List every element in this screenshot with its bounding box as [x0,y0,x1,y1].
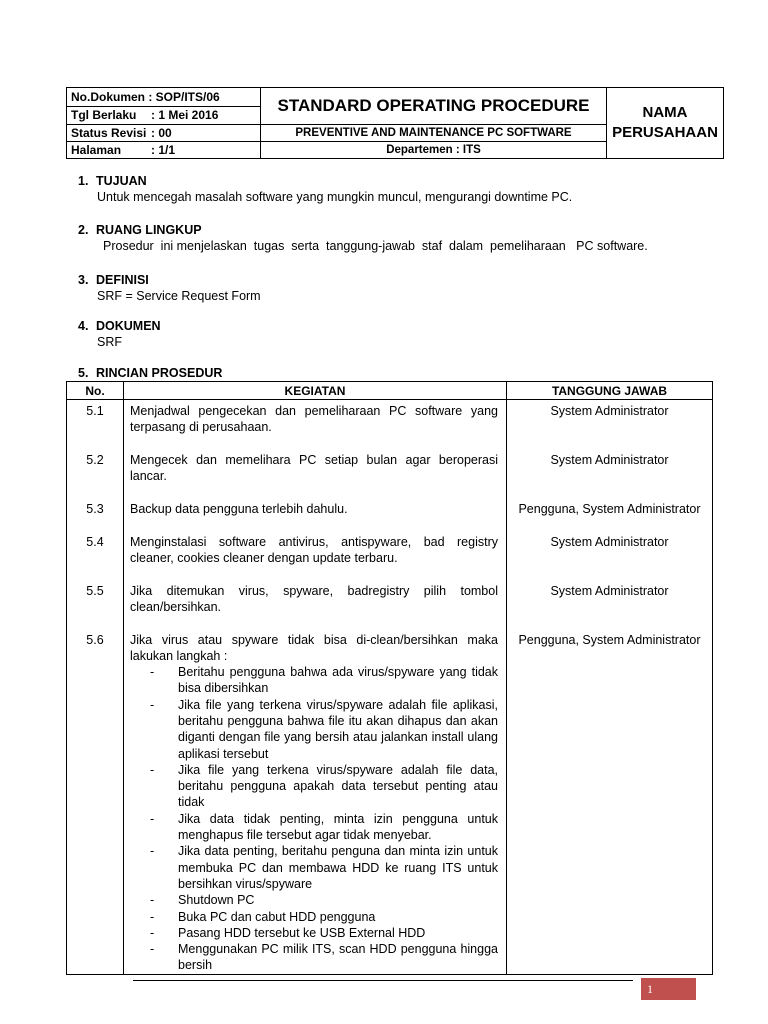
list-item: - Menggunakan PC milik ITS, scan HDD pengguna hingga bersih [150,941,498,974]
section-tujuan: 1. TUJUAN Untuk mencegah masalah software yang mungkin muncul, mengurangi downtime PC. [78,174,573,204]
table-row: 5.2 Mengecek dan memelihara PC setiap bulan agar beroperasi lancar. System Administrator [67,449,713,498]
sop-title: STANDARD OPERATING PROCEDURE [261,88,607,125]
sop-header-table [66,87,724,159]
section-dokumen: 4. DOKUMEN SRF [78,319,161,349]
section-body: Prosedur ini menjelaskan tugas serta tanggung-jawab staf dalam pemeliharaan PC software. [103,239,648,253]
table-header-row [67,382,713,400]
valid-date: Tgl Berlaku : 1 Mei 2016 [67,106,261,125]
section-definisi: 3. DEFINISI SRF = Service Request Form [78,273,261,303]
table-row: 5.5 Jika ditemukan virus, spyware, badregistry pilih tombol clean/bersihkan. System Administrator [67,580,713,629]
doc-number: No.Dokumen : SOP/ITS/06 [67,88,261,107]
company-name: NAMA PERUSAHAAN [607,88,724,159]
column-header-tanggung-jawab: TANGGUNG JAWAB [507,382,713,400]
sop-subtitle: PREVENTIVE AND MAINTENANCE PC SOFTWARE [261,125,607,142]
section-rincian-prosedur: 5. RINCIAN PROSEDUR [78,366,223,380]
section-heading: DOKUMEN [96,319,161,333]
section-heading: RINCIAN PROSEDUR [96,366,223,380]
section-ruang-lingkup: 2. RUANG LINGKUP Prosedur ini menjelaskan tugas serta tanggung-jawab staf dalam pemeliharaan PC software. [78,223,648,253]
section-body: SRF [97,335,122,349]
procedure-table [66,381,713,975]
list-item: - Pasang HDD tersebut ke USB External HDD [150,925,498,941]
section-body: SRF = Service Request Form [97,289,261,303]
step-list [130,664,498,974]
column-header-no: No. [67,382,124,400]
list-item: - Jika data penting, beritahu penguna dan minta izin untuk membuka PC dan membawa HDD ke ruang ITS untuk bersihkan virus/spyware [150,843,498,892]
list-item: - Buka PC dan cabut HDD pengguna [150,909,498,925]
section-heading: TUJUAN [96,174,147,188]
list-item: - Jika data tidak penting, minta izin pengguna untuk menghapus file tersebut agar tidak menyebar. [150,811,498,844]
section-body: Untuk mencegah masalah software yang mungkin muncul, mengurangi downtime PC. [97,190,573,204]
list-item: - Shutdown PC [150,892,498,908]
section-heading: DEFINISI [96,273,149,287]
page-info: Halaman : 1/1 [67,142,261,159]
list-item: - Jika file yang terkena virus/spyware adalah file data, beritahu pengguna apakah data tersebut penting atau tidak [150,762,498,811]
table-row: 5.6 Jika virus atau spyware tidak bisa di-clean/bersihkan maka lakukan langkah : - Beritahu pengguna bahwa ada virus/spyware yang tidak bisa dibersihkan - Jika file yang terkena virus/spyware adalah file aplikasi, beritahu pengguna bahwa file itu akan dihapus dan akan diganti dengan file yang bersih atau jalankan install ulang aplikasi tersebut - Jika file yang terkena virus/spyware adalah file data, beritahu pengguna apakah data tersebut penting atau tidak - Jika data tidak penting, minta izin pengguna untuk menghapus file tersebut agar tidak menyebar. - Jika data penting, beritahu penguna dan minta izin untuk membuka PC dan membawa HDD ke ruang ITS untuk bersihkan virus/spyware - Shutdown PC - Buka PC dan cabut HDD pengguna - Pasang HDD tersebut ke USB External HDD - Menggunakan PC milik ITS, scan HDD pengguna hingga bersih Pengguna, System Administrator [67,629,713,975]
column-header-kegiatan: KEGIATAN [124,382,507,400]
table-row: 5.3 Backup data pengguna terlebih dahulu. Pengguna, System Administrator [67,498,713,531]
list-item: - Beritahu pengguna bahwa ada virus/spyware yang tidak bisa dibersihkan [150,664,498,697]
page-number-badge: 1 [641,978,696,1000]
list-item: - Jika file yang terkena virus/spyware adalah file aplikasi, beritahu pengguna bahwa file itu akan dihapus dan akan diganti dengan file yang bersih atau jalankan install ulang aplikasi tersebut [150,697,498,762]
footer-divider [133,980,633,981]
revision-status: Status Revisi : 00 [67,125,261,142]
department: Departemen : ITS [261,142,607,159]
section-heading: RUANG LINGKUP [96,223,202,237]
table-row: 5.4 Menginstalasi software antivirus, antispyware, bad registry cleaner, cookies cleaner dengan update terbaru. System Administrator [67,531,713,580]
table-row: 5.1 Menjadwal pengecekan dan pemeliharaan PC software yang terpasang di perusahaan. System Administrator [67,400,713,449]
